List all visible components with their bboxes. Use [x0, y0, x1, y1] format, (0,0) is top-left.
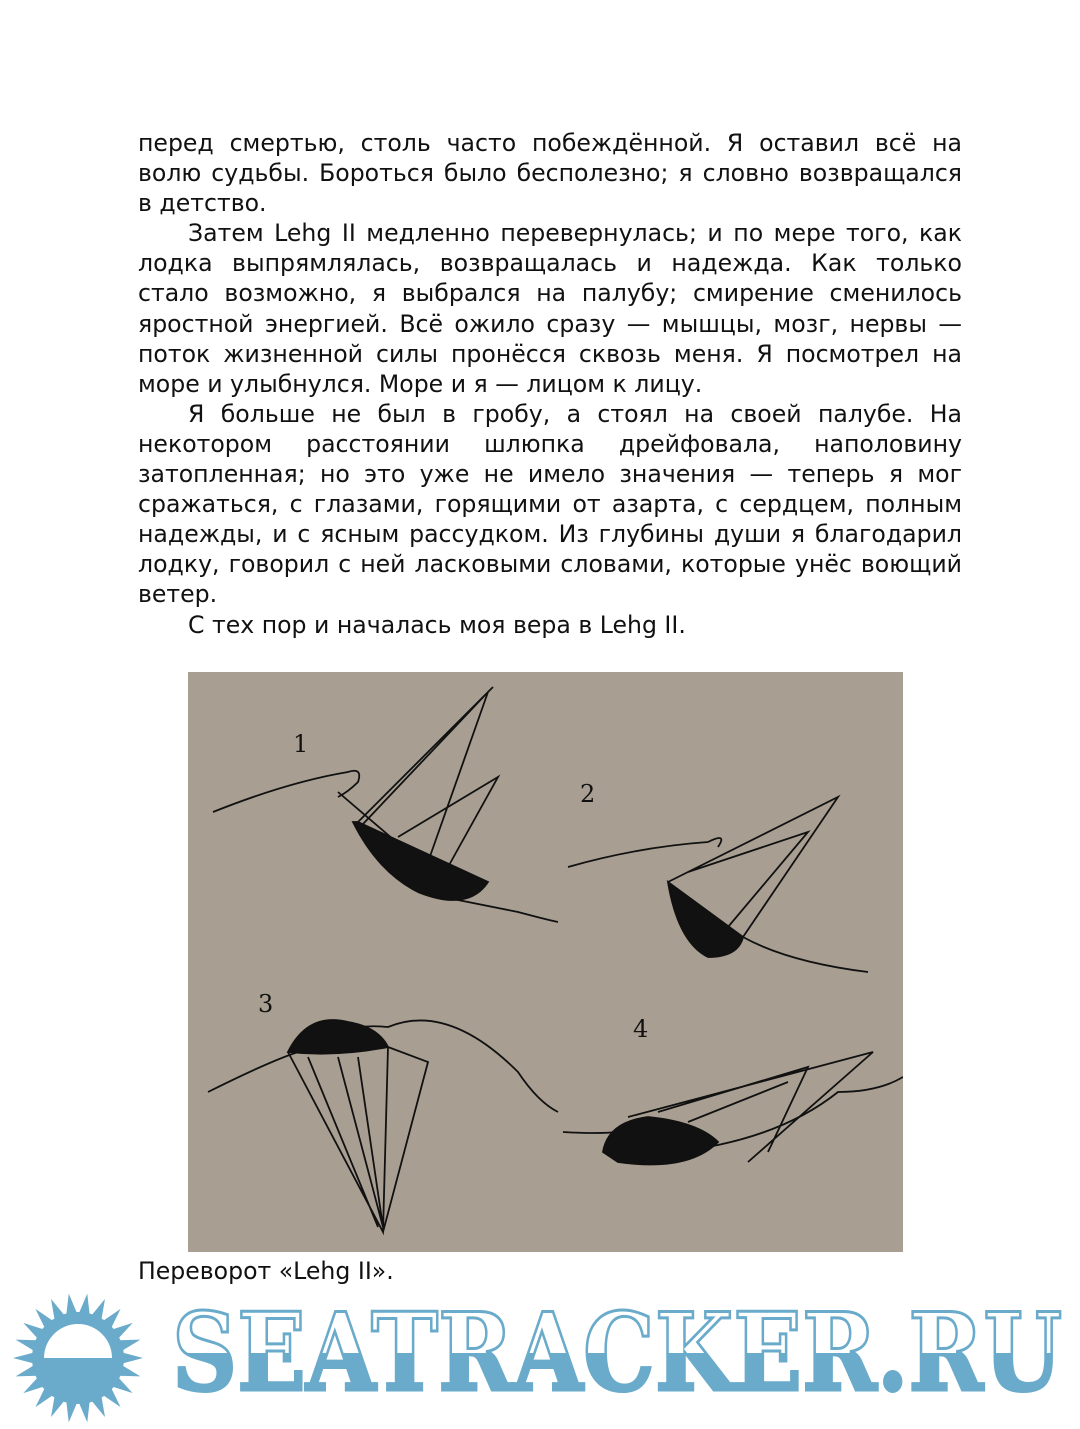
capsize-illustration	[188, 672, 903, 1252]
seatracker-watermark	[0, 1292, 1080, 1425]
paragraph: Затем Lehg II медленно перевернулась; и по мере того, как лодка выпрямлялась, возвращалась и надежда. Как только стало возможно, я выбрался на палубу; смирение сменилось яростной энергией. Всё ожило сразу — мышцы, мозг, нервы — поток жизненной силы пронёсся сквозь меня. Я посмотрел на море и улыбнулся. Море и я — лицом к лицу.	[138, 219, 962, 398]
figure-label: 4	[633, 1015, 649, 1043]
paragraph: Я больше не был в гробу, а стоял на своей палубе. На некотором расстоянии шлюпка дрейфовала, наполовину затопленная; но это уже не имело значения — теперь я мог сражаться, с глазами, горящими от азарта, с сердцем, полным надежды, и с ясным рассудком. Из глубины души я благодарил лодку, говорил с ней ласковыми словами, которые унёс воющий ветер.	[138, 399, 962, 609]
figure-label: 3	[258, 990, 274, 1018]
sun-icon	[13, 1294, 143, 1423]
body-text	[138, 128, 962, 640]
watermark-text: SEATRACKER.RU	[172, 1292, 1062, 1416]
paragraph: перед смертью, столь часто побеждённой. Я оставил всё на волю судьбы. Бороться было бесполезно; я словно возвращался в детство.	[138, 129, 962, 218]
figure-label: 2	[580, 780, 596, 808]
figure-caption: Переворот «Lehg II».	[138, 1257, 394, 1285]
paragraph: С тех пор и началась моя вера в Lehg II.	[188, 610, 686, 639]
figure-label: 1	[293, 730, 309, 758]
